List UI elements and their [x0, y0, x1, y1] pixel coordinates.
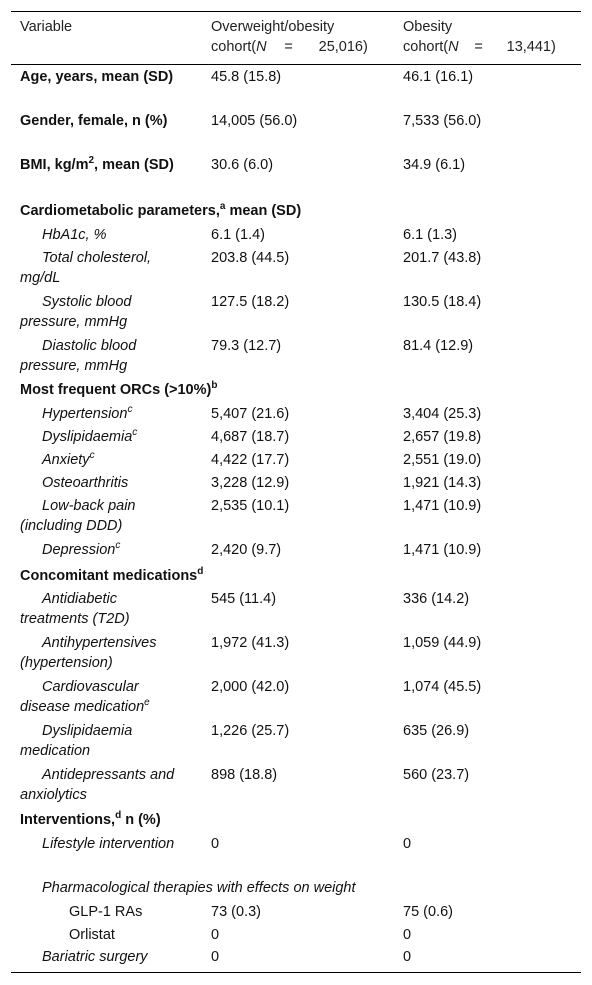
bottom-rule	[11, 972, 581, 973]
header-variable: Variable	[20, 19, 73, 35]
header-obesity-cohort: Obesity cohort(N = 13,441)	[403, 19, 556, 55]
top-rule	[11, 11, 581, 12]
header-overweight-cohort: Overweight/obesity cohort(N = 25,016)	[211, 19, 368, 55]
header-rule	[11, 64, 581, 65]
